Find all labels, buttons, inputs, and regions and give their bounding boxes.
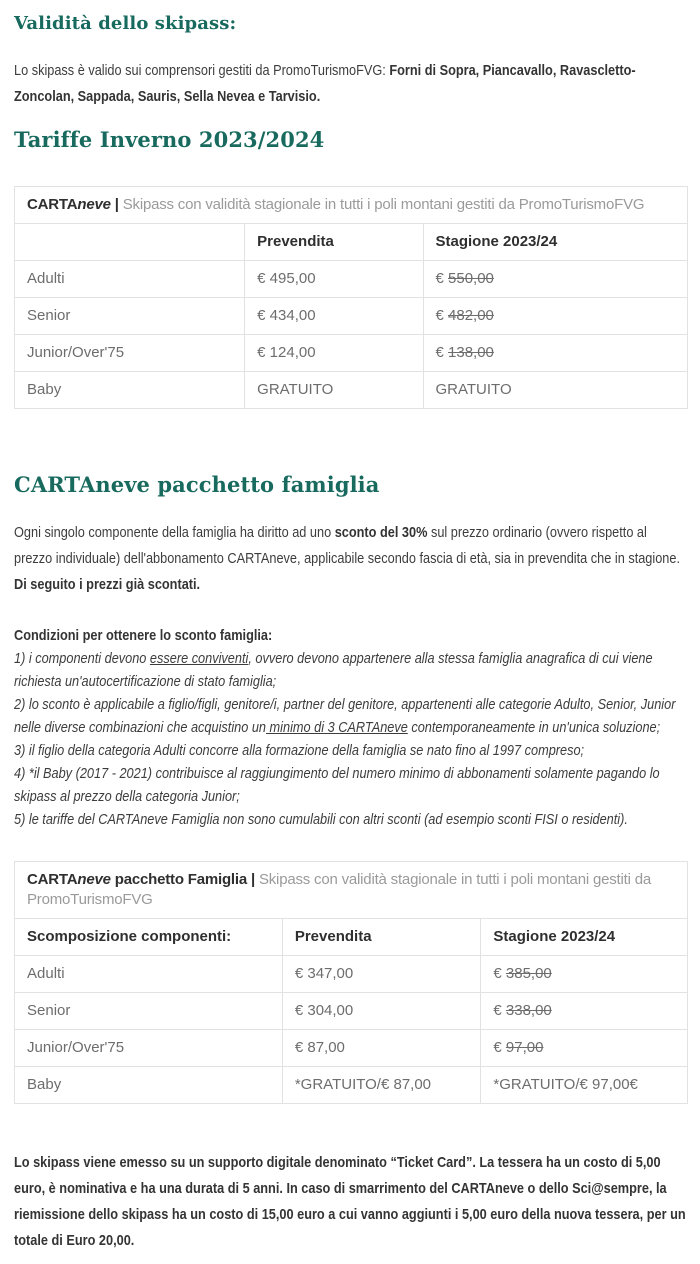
category-cell: Baby [15,372,245,409]
stagione-cell [481,1030,688,1067]
caption-separator: | [110,196,123,213]
table-caption [15,187,688,224]
table-row [15,335,688,372]
resorts-list-bold: Forni di Sopra, Piancavallo, Ravascletto-Zoncolan, Sappada, Sauris, Sella Nevea e Tarvisio. [14,62,636,105]
price-struck: 550,00 [448,270,494,287]
header-scomposizione: Scomposizione componenti: [15,919,283,956]
stagione-cell [481,1067,688,1104]
famiglia-price-table [14,861,688,1104]
stagione-cell [423,335,688,372]
header-prevendita: Prevendita [245,224,423,261]
table-row [15,1030,688,1067]
brand-name: CARTA [27,196,78,213]
prezzi-scontati-bold: Di seguito i prezzi già scontati. [14,576,201,593]
header-stagione: Stagione 2023/24 [481,919,688,956]
famiglia-paragraph [14,520,686,598]
prevendita-cell: € 304,00 [282,993,481,1030]
condition-text: contemporaneamente in un'unica soluzione; [407,719,661,736]
table-header-row [15,919,688,956]
price-prefix: € [493,965,506,982]
validity-heading: Validità dello skipass: [14,13,237,34]
prevendita-cell: € 495,00 [245,261,423,298]
intro-text: Lo skipass è valido sui comprensori gestiti da PromoTurismoFVG: [14,62,390,79]
condition-item-5: 5) le tariffe del CARTAneve Famiglia non sono cumulabili con altri sconti (ad esempio sconti FISI o residenti). [14,811,628,828]
table-row [15,956,688,993]
price-prefix: € [435,307,449,324]
table-row [15,993,688,1030]
prevendita-cell: € 87,00 [282,1030,481,1067]
intro-paragraph [14,58,686,110]
famiglia-text-b: sul prezzo ordinario (ovvero rispetto al prezzo individuale) dell'abbonamento CARTAneve, applicabile secondo fascia di età, sia in prevendita che in stagione. [14,524,681,567]
cartaneve-price-table [14,186,688,409]
price-prefix: € [435,270,449,287]
category-cell: Adulti [15,956,283,993]
conditions-title: Condizioni per ottenere lo sconto famiglia: [14,627,273,644]
table-row [15,372,688,409]
table-caption-row [15,862,688,919]
table-header-row [15,224,688,261]
category-cell: Senior [15,298,245,335]
tariffe-heading: Tariffe Inverno 2023/2024 [14,127,325,152]
brand-name-italic: neve [77,871,111,888]
category-cell: Senior [15,993,283,1030]
stagione-cell [423,372,688,409]
stagione-cell [481,956,688,993]
category-cell: Junior/Over'75 [15,335,245,372]
price-struck: 138,00 [448,344,494,361]
category-cell: Adulti [15,261,245,298]
condition-item-2 [14,693,686,739]
condition-text: 1) i componenti devono [14,650,150,667]
prevendita-cell: *GRATUITO/€ 87,00 [282,1067,481,1104]
stagione-cell [481,993,688,1030]
caption-description: Skipass con validità stagionale in tutti i poli montani gestiti da PromoTurismoFVG [122,196,645,213]
price-prefix: *GRATUITO/€ 97,00€ [493,1076,638,1093]
category-cell: Junior/Over'75 [15,1030,283,1067]
table-caption-row [15,187,688,224]
ticket-card-paragraph [14,1150,686,1254]
prevendita-cell: GRATUITO [245,372,423,409]
table-row [15,298,688,335]
price-prefix: € [493,1039,506,1056]
price-struck: 97,00 [505,1039,544,1056]
condition-item-1 [14,647,686,693]
condition-item-4: 4) *il Baby (2017 - 2021) contribuisce al raggiungimento del numero minimo di abbonamenti solamente pagando lo skipass al prezzo della categoria Junior; [14,765,660,805]
prevendita-cell: € 434,00 [245,298,423,335]
condition-underlined: essere conviventi [149,650,249,667]
table-caption [15,862,688,919]
famiglia-text-a: Ogni singolo componente della famiglia ha diritto ad uno [14,524,335,541]
caption-description: Skipass con validità stagionale in tutti i poli montani gestiti da PromoTurismoFVG [27,871,651,908]
table-row [15,1067,688,1104]
price-prefix: GRATUITO [435,381,512,398]
category-cell: Baby [15,1067,283,1104]
discount-bold: sconto del 30% [334,524,428,541]
table-row [15,261,688,298]
price-prefix: € [435,344,449,361]
conditions-block [14,624,686,831]
header-empty-cell [15,224,245,261]
stagione-cell [423,261,688,298]
prevendita-cell: € 124,00 [245,335,423,372]
brand-name: CARTA [27,871,78,888]
header-stagione: Stagione 2023/24 [423,224,688,261]
price-struck: 338,00 [505,1002,552,1019]
prevendita-cell: € 347,00 [282,956,481,993]
price-prefix: € [493,1002,506,1019]
condition-text: , ovvero devono appartenere alla stessa famiglia anagrafica di cui viene richiesta un'autocertificazione di stato famiglia; [14,650,653,690]
caption-suffix: pacchetto Famiglia | [110,871,259,888]
ticket-card-text: Lo skipass viene emesso su un supporto digitale denominato “Ticket Card”. La tessera ha un costo di 5,00 euro, è nominativa e ha una durata di 5 anni. In caso di smarrimento del CARTAneve o dello Sci@sempre, la riemissione dello skipass ha un costo di 15,00 euro a cui vanno aggiunti i 5,00 euro della nuova tessera, per un totale di Euro 20,00. [14,1154,686,1249]
famiglia-heading: CARTAneve pacchetto famiglia [14,472,380,497]
condition-text: 2) lo sconto è applicabile a figlio/figli, genitore/i, partner del genitore, appartenenti alle categorie Adulto, Senior, Junior nelle diverse combinazioni che acquistino un [14,696,676,736]
brand-name-italic: neve [77,196,111,213]
header-prevendita: Prevendita [282,919,481,956]
condition-underlined: minimo di 3 CARTAneve [266,719,408,736]
price-struck: 482,00 [448,307,494,324]
stagione-cell [423,298,688,335]
condition-item-3: 3) il figlio della categoria Adulti concorre alla formazione della famiglia se nato fino al 1997 compreso; [14,742,585,759]
price-struck: 385,00 [505,965,552,982]
